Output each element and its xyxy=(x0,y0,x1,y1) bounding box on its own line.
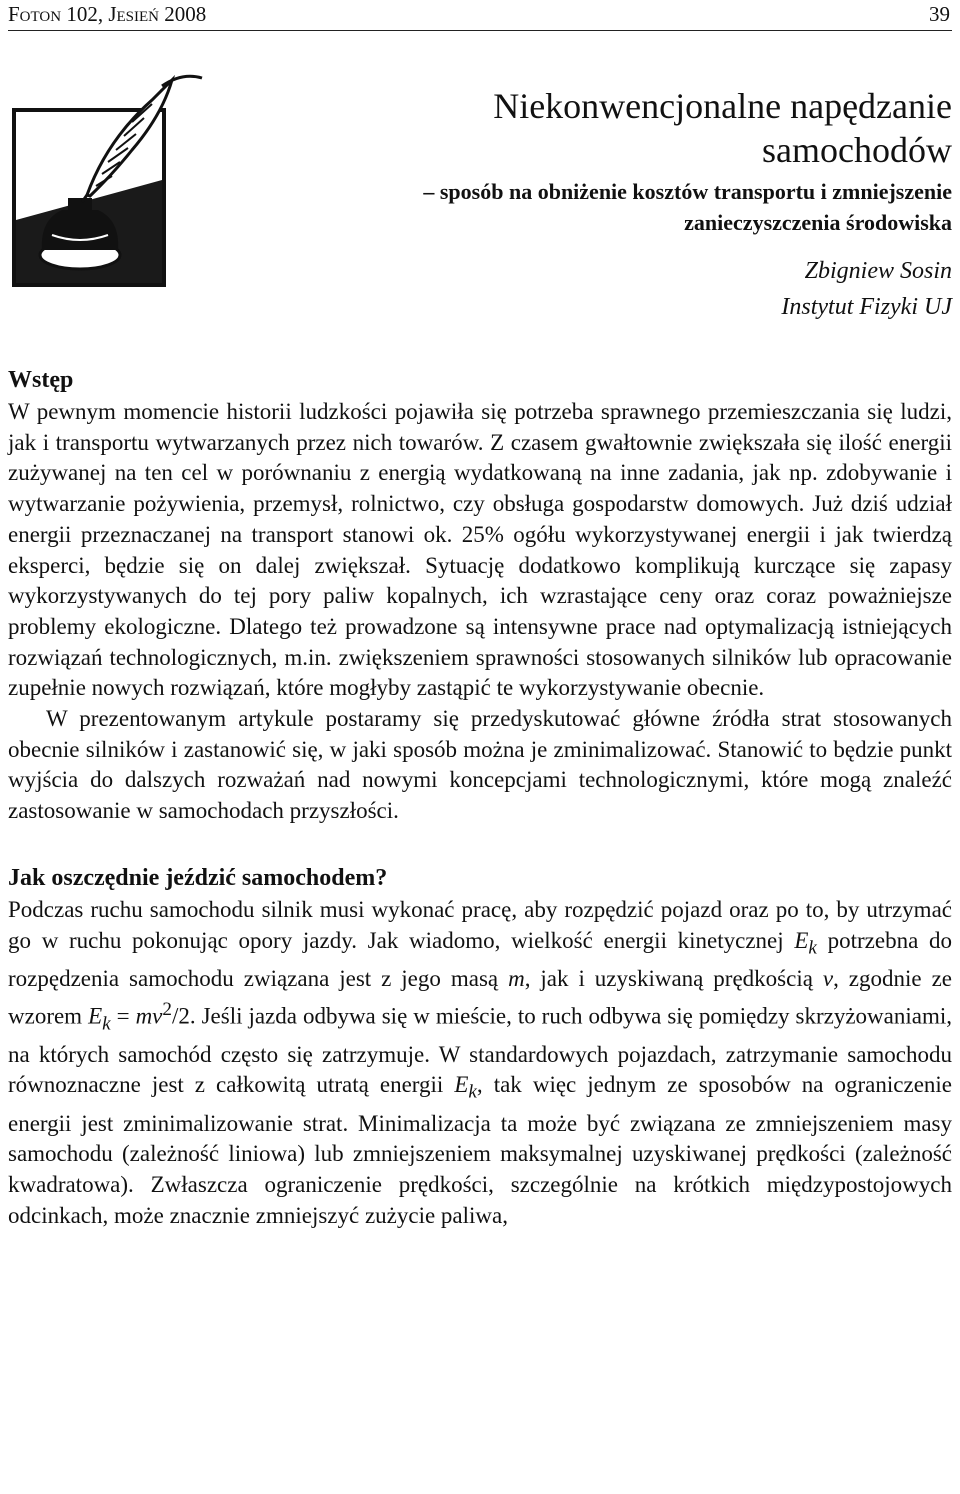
page-number: 39 xyxy=(929,2,950,26)
text-run: , jak i uzyskiwaną prędkością xyxy=(524,965,823,991)
symbol-k: k xyxy=(808,937,817,959)
inkwell-quill-icon xyxy=(12,70,212,290)
symbol-v: v xyxy=(822,965,834,991)
title-block xyxy=(232,84,952,238)
text-run: , zgodnie ze wzorem xyxy=(8,965,952,1029)
section-economy xyxy=(8,861,952,1231)
text-run: Jeśli jazda odbywa się w mieście, to ruch odbywa się pomiędzy skrzyżowaniami, na których samochód często się zatrzymuje. W standardowych pojazdach, zatrzymanie samochodu równoznaczne jest z całkowitą utratą energii xyxy=(8,1003,952,1098)
symbol-e: E xyxy=(794,927,809,953)
text-run: Podczas ruchu samochodu silnik musi wykonać pracę, aby rozpędzić pojazd oraz po to, by utrzymać go w ruchu pokonując opory jazdy. Jak wiadomo, wielkość energii kinetycznej xyxy=(8,896,952,953)
formula-div: /2. xyxy=(171,1003,196,1029)
formula-mv: mv xyxy=(135,1003,163,1029)
title-line-2: samochodów xyxy=(762,130,952,170)
intro-paragraph-1: W pewnym momencie historii ludzkości pojawiła się potrzeba sprawnego przemieszczania się ludzi, jak i transportu wytwarzanych przez nich towarów. Z czasem gwałtownie zwiększała się ilość energii zużywanej na ten cel w porównaniu z energią wydatkowaną na inne zadania, jak np. zdobywanie i wytwarzanie pożywienia, przemysł, rolnictwo, czy obsługa gospodarstw domowych. Już dziś udział energii przeznaczanej na transport stanowi ok. 25% ogółu wykorzystywanej energii i jak twierdzą eksperci, będzie się on dalej zwiększał. Sytuację dodatkowo komplikują kurczące się zapasy wykorzystywanych do tej pory paliw kopalnych, ich wzrastające ceny oraz coraz poważniejsze problemy ekologiczne. Dlatego też prowadzone są intensywne prace nad optymalizacją istniejących rozwiązań technologicznych, m.in. zwiększeniem sprawności stosowanych silników lub opracowanie zupełnie nowych rozwiązań, które mogłyby zastąpić te wykorzystywanie obecnie. xyxy=(8,399,952,701)
inkwell-quill-logo xyxy=(12,70,212,290)
running-head xyxy=(8,0,952,31)
symbol-e: E xyxy=(454,1072,469,1098)
formula-k: k xyxy=(102,1012,111,1034)
section-heading-intro: Wstęp xyxy=(8,367,74,393)
subtitle-line-1: – sposób na obniżenie kosztów transportu i zmniejszenie xyxy=(423,179,952,204)
journal-issue: Foton 102, Jesień 2008 xyxy=(8,2,207,26)
section-heading-economy: Jak oszczędnie jeździć samochodem? xyxy=(8,864,388,891)
author-block xyxy=(781,253,952,325)
author-name: Zbigniew Sosin xyxy=(804,258,952,284)
symbol-k: k xyxy=(468,1081,477,1103)
article-subtitle xyxy=(232,176,952,238)
economy-paragraph-1 xyxy=(8,895,952,1231)
formula-eq: = xyxy=(110,1003,136,1029)
subtitle-line-2: zanieczyszczenia środowiska xyxy=(684,210,952,235)
formula-e: E xyxy=(88,1003,103,1029)
section-intro xyxy=(8,363,952,827)
author-affiliation: Instytut Fizyki UJ xyxy=(781,294,952,320)
intro-paragraph-2: W prezentowanym artykule postaramy się przedyskutować główne źródła strat stosowanych obecnie silników i zastanowić się, w jaki sposób można je zminimalizować. Stanowić to będzie punkt wyjścia do dalszych rozważań nad nowymi koncepcjami technologicznymi, które mogą znaleźć zastosowanie w samochodach przyszłości. xyxy=(8,706,952,824)
article-body xyxy=(8,363,952,1231)
article-title xyxy=(232,84,952,172)
formula-exp: 2 xyxy=(162,998,172,1020)
text-run: potrzebna do rozpędzenia samochodu związana jest z jego masą xyxy=(8,927,952,991)
title-line-1: Niekonwencjonalne napędzanie xyxy=(493,86,952,126)
symbol-m: m xyxy=(508,965,525,991)
text-run: , tak więc jednym ze sposobów na ograniczenie energii jest zminimalizowanie strat. Minimalizacja ta może być związana ze zmniejszeniem masy samochodu (zależność liniowa) lub zmniejszeniem maksymalnej uzyskiwanej prędkości (zależność kwadratowa). Zwłaszcza ograniczenie prędkości, szczególnie na krótkich międzypostojowych odcinkach, może znacznie zmniejszyć zużycie paliwa, xyxy=(8,1072,952,1228)
